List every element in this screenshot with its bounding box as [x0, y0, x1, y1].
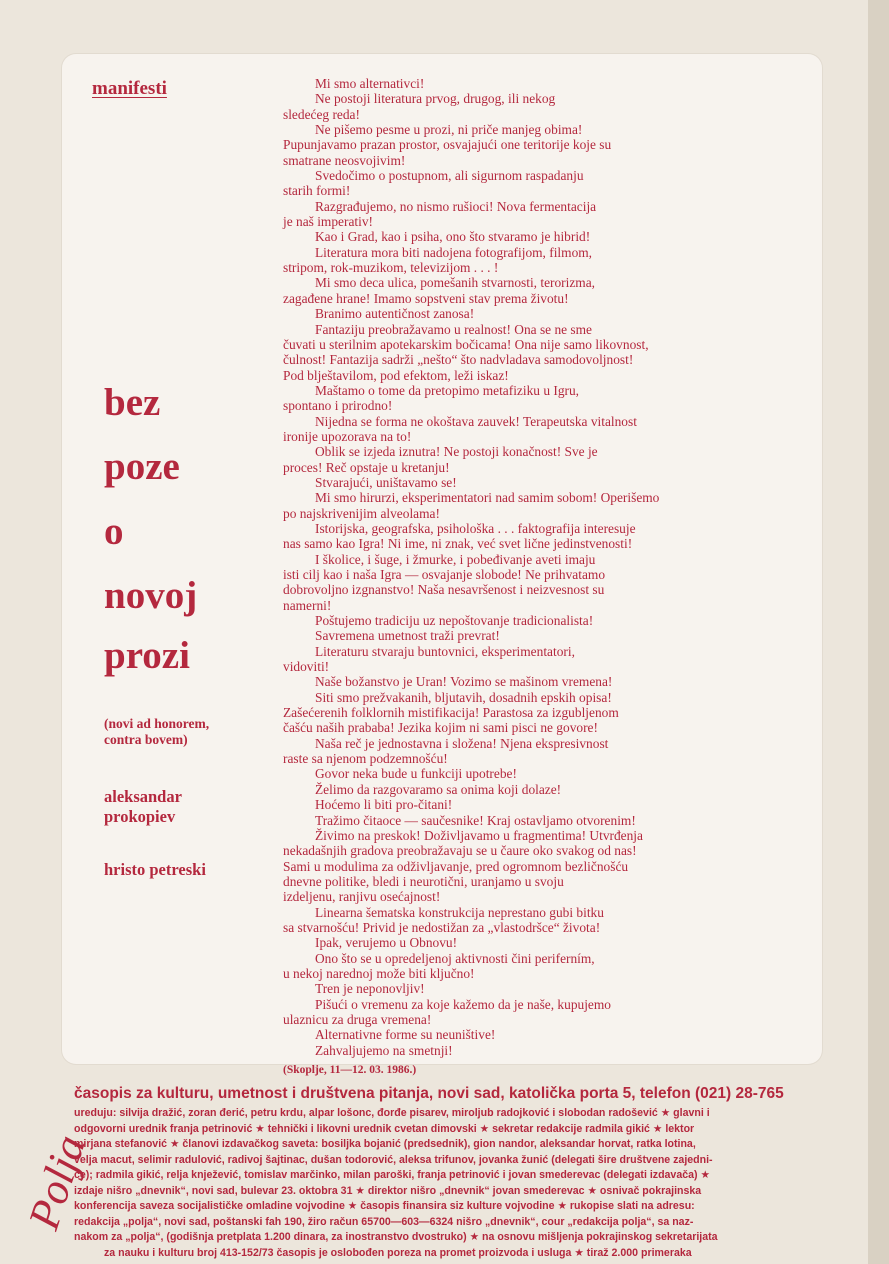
manifesto-line: Hoćemo li biti pro-čitani! — [315, 797, 453, 813]
manifesto-line: spontano i prirodno! — [283, 398, 393, 414]
manifesto-line: Sami u modulima za odživljavanje, pred ogromnom bezličnošću — [283, 858, 629, 874]
manifesto-line: Govor neka bude u funkciji upotrebe! — [315, 766, 517, 782]
manifesto-line: starih formi! — [283, 183, 351, 199]
manifesto-line: Pod blještavilom, pod efektom, leži iskaz! — [283, 367, 509, 383]
manifesto-line: izdeljenu, ranjivu osećajnost! — [283, 889, 441, 905]
manifesto-line: Kao i Grad, kao i psiha, ono što stvaramo je hibrid! — [315, 229, 591, 245]
manifesto-line: Linearna šematska konstrukcija neprestano gubi bitku — [315, 904, 604, 920]
manifesto-line: sa stvarnošću! Privid je nedostižan za „vlastodršce“ života! — [283, 919, 601, 935]
manifesto-line: Želimo da razgovaramo sa onima koji dolaze! — [315, 781, 562, 797]
manifesto-line: Mi smo alternativci! — [315, 76, 425, 91]
manifesto-line: ironije upozorava na to! — [283, 428, 412, 444]
manifesto-line: zagađene hrane! Imamo sopstveni stav prema životu! — [283, 290, 569, 306]
colophon-line: odgovorni urednik franja petrinović ★ tehnički i likovni urednik cvetan dimovski ★ sekretar redakcije radmila gikić ★ lektor — [74, 1122, 695, 1135]
manifesto-line: Branimo autentičnost zanosa! — [315, 306, 475, 322]
colophon-line: za nauku i kulturu broj 413-152/73 časopis je oslobođen poreza na promet proizvoda i usluga ★ tiraž 2.000 primeraka — [104, 1246, 692, 1259]
manifesto-line: Pišući o vremenu za koje kažemo da je naše, kupujemo — [315, 996, 611, 1012]
author-line: prokopiev — [104, 807, 176, 826]
manifesto-line: Stvarajući, uništavamo se! — [315, 474, 457, 490]
manifesto-line: Razgrađujemo, no nismo rušioci! Nova fermentacija — [315, 198, 597, 214]
manifesto-line: I školice, i šuge, i žmurke, i pobeđivanje aveti imaju — [315, 551, 596, 567]
manifesto-line: Mi smo deca ulica, pomešanih stvarnosti, terorizma, — [315, 275, 596, 291]
manifesto-line: Tražimo čitaoce — saučesnike! Kraj ostavljamo otvorenim! — [315, 812, 636, 828]
manifesto-line: Istorijska, geografska, psihološka . . . faktografija interesuje — [315, 520, 636, 536]
manifesto-line: Svedočimo o postupnom, ali sigurnom raspadanju — [315, 168, 584, 184]
page-edge — [868, 0, 889, 1264]
manifesto-line: Ipak, verujemo u Obnovu! — [315, 935, 458, 951]
manifesto-line: Fantaziju preobražavamo u realnost! Ona se ne sme — [315, 321, 593, 337]
author-aleksandar-prokopiev — [104, 787, 274, 827]
manifesto-line: nekadašnjih gradova preobražavaju se u čaure oko svakog od nas! — [283, 843, 637, 859]
manifesto-line: čuvati u sterilnim apotekarskim bočicama! Ona nije samo likovnost, — [283, 336, 649, 352]
manifesto-line: ulaznicu za druga vremena! — [283, 1011, 432, 1027]
manifesto-line: čulnost! Fantazija sadrži „nešto“ što nadvladava samodovoljnost! — [283, 352, 634, 368]
subtitle-line: contra bovem) — [104, 732, 188, 747]
manifesto-line: dobrovoljno izgnanstvo! Naša nesavršenost i neizvesnost su — [283, 582, 605, 598]
manifesto-line: u nekoj narednoj može biti ključno! — [283, 965, 475, 981]
section-label: manifesti — [92, 78, 167, 99]
colophon-line: redakcija „polja“, novi sad, poštanski fah 190, žiro račun 65700—603—6324 nišro „dnevnik“, cour „redakcija polja“, sa naz- — [74, 1215, 694, 1228]
manifesto-line: stripom, rok-muzikom, televizijom . . . ! — [283, 260, 499, 276]
manifesto-line: Mi smo hirurzi, eksperimentatori nad samim sobom! Operišemo — [315, 490, 660, 506]
manifesto-line: Nijedna se forma ne okoštava zauvek! Terapeutska vitalnost — [315, 413, 637, 429]
author-hristo-petreski — [104, 860, 274, 880]
journal-masthead: časopis za kulturu, umetnost i društvena pitanja, novi sad, katolička porta 5, telefon (021) 28-765 — [74, 1085, 784, 1102]
manifesto-line: po najskrivenijim alveolama! — [283, 505, 440, 521]
manifesto-line: dnevne politike, bledi i neurotični, uranjamo u svoju — [283, 873, 564, 889]
manifesto-line: raste sa njenom podzemnošću! — [283, 751, 448, 767]
manifesto-line: Ne pišemo pesme u prozi, ni priče manjeg obima! — [315, 122, 583, 138]
title-word: novoj — [104, 574, 198, 617]
title-word: poze — [104, 445, 180, 488]
colophon — [74, 1106, 837, 1261]
manifesto-line: Ono što se u opredeljenoj aktivnosti čini periferním, — [315, 950, 595, 966]
manifesto-line: Živimo na preskok! Doživljavamo u fragmentima! Utvrđenja — [315, 827, 643, 843]
colophon-line: mirjana stefanović ★ članovi izdavačkog saveta: bosiljka bojanić (predsednik), gion nandor, aleksandar horvat, ratka lotina, — [74, 1138, 696, 1150]
manifesto-line: Zašećerenih folklornih mistifikacija! Parastosa za izgubljenom — [283, 705, 619, 721]
manifesto-line: smatrane neosvojivim! — [283, 152, 406, 168]
manifesto-line: Savremena umetnost traži prevrat! — [315, 628, 500, 644]
manifesto-line: Siti smo prežvakanih, bljutavih, dosadnih epskih opisa! — [315, 689, 612, 705]
logo-text: Polja — [18, 1129, 95, 1236]
colophon-line: velja macut, selimir radulović, radivoj šajtinac, dušan todorović, aleksa trifunov, jovanka žunić (delegati šire društvene zajedni- — [74, 1153, 713, 1166]
manifesto-line: Ne postoji literatura prvog, drugog, ili nekog — [315, 91, 556, 107]
manifesto-line: čašću naših prababa! Jezika kojim ni sami pisci ne govore! — [283, 720, 598, 736]
polja-logo — [12, 1120, 95, 1236]
manifesto-line: Poštujemo tradiciju uz nepoštovanje tradicionalista! — [315, 613, 594, 629]
colophon-line: ce); radmila gikić, relja knježević, tomislav marčinko, milan paroški, franja petrinović i jovan smederevac (delegati izdavača) ★ — [74, 1169, 710, 1181]
manifesto-line: Literaturu stvaraju buntovnici, eksperimentatori, — [315, 643, 575, 659]
title-word: prozi — [104, 634, 190, 677]
manifesto-date: (Skoplje, 11—12. 03. 1986.) — [283, 1064, 417, 1076]
title-word: o — [104, 510, 124, 553]
manifesto-line: Oblik se izjeda iznutra! Ne postoji konačnost! Sve je — [315, 444, 598, 460]
colophon-line: izdaje nišro „dnevnik“, novi sad, bulevar 23. oktobra 31 ★ direktor nišro „dnevnik“ jovan smederevac ★ osnivač pokrajinska — [74, 1184, 702, 1197]
manifesto-line: Maštamo o tome da pretopimo metafiziku u Igru, — [315, 382, 580, 398]
manifesto-text — [283, 76, 723, 1078]
manifesto-line: Tren je neponovljiv! — [315, 981, 425, 997]
title-word: bez — [104, 381, 161, 424]
manifesto-line: sledećeg reda! — [283, 106, 360, 122]
manifesto-line: proces! Reč opstaje u kretanju! — [283, 459, 450, 475]
manifesto-line: Literatura mora biti nadojena fotografijom, filmom, — [315, 244, 593, 260]
manifesto-line: Naše božanstvo je Uran! Vozimo se mašinom vremena! — [315, 674, 613, 690]
manifesto-line: je naš imperativ! — [283, 214, 373, 230]
author-line: aleksandar — [104, 787, 182, 806]
manifesto-line: isti cilj kao i naša Igra — osvajanje slobode! Ne prihvatamo — [283, 567, 606, 582]
colophon-line: nakom za „polja“, (godišnja pretplata 1.200 dinara, za inostranstvo dvostruko) ★ na osnovu mišljenja pokrajinskog sekretarijata — [74, 1231, 718, 1243]
manifesto-line: Naša reč je jednostavna i složena! Njena ekspresivnost — [315, 735, 609, 751]
manifesto-line: namerni! — [283, 597, 332, 613]
manifesto-line: Pupunjavamo prazan prostor, osvajajući one teritorije koje su — [283, 137, 612, 153]
subtitle — [104, 716, 274, 748]
colophon-line: konferencija saveza socijalističke omladine vojvodine ★ časopis finansira siz kulture vojvodine ★ rukopise slati na adresu: — [74, 1200, 695, 1212]
subtitle-line: (novi ad honorem, — [104, 716, 210, 731]
manifesto-line: vidoviti! — [283, 659, 330, 675]
manifesto-line: Alternativne forme su neuništive! — [315, 1027, 496, 1043]
manifesto-line: nas samo kao Igra! Ni ime, ni znak, već svet lične jedinstvenosti! — [283, 536, 633, 552]
manifesto-line: Zahvaljujemo na smetnji! — [315, 1042, 453, 1058]
colophon-line: ureduju: silvija dražić, zoran đerić, petru krdu, alpar lošonc, đorđe pisarev, miroljub radojković i slobodan radošević ★ glavni i — [74, 1107, 710, 1119]
author-line: hristo petreski — [104, 860, 206, 879]
